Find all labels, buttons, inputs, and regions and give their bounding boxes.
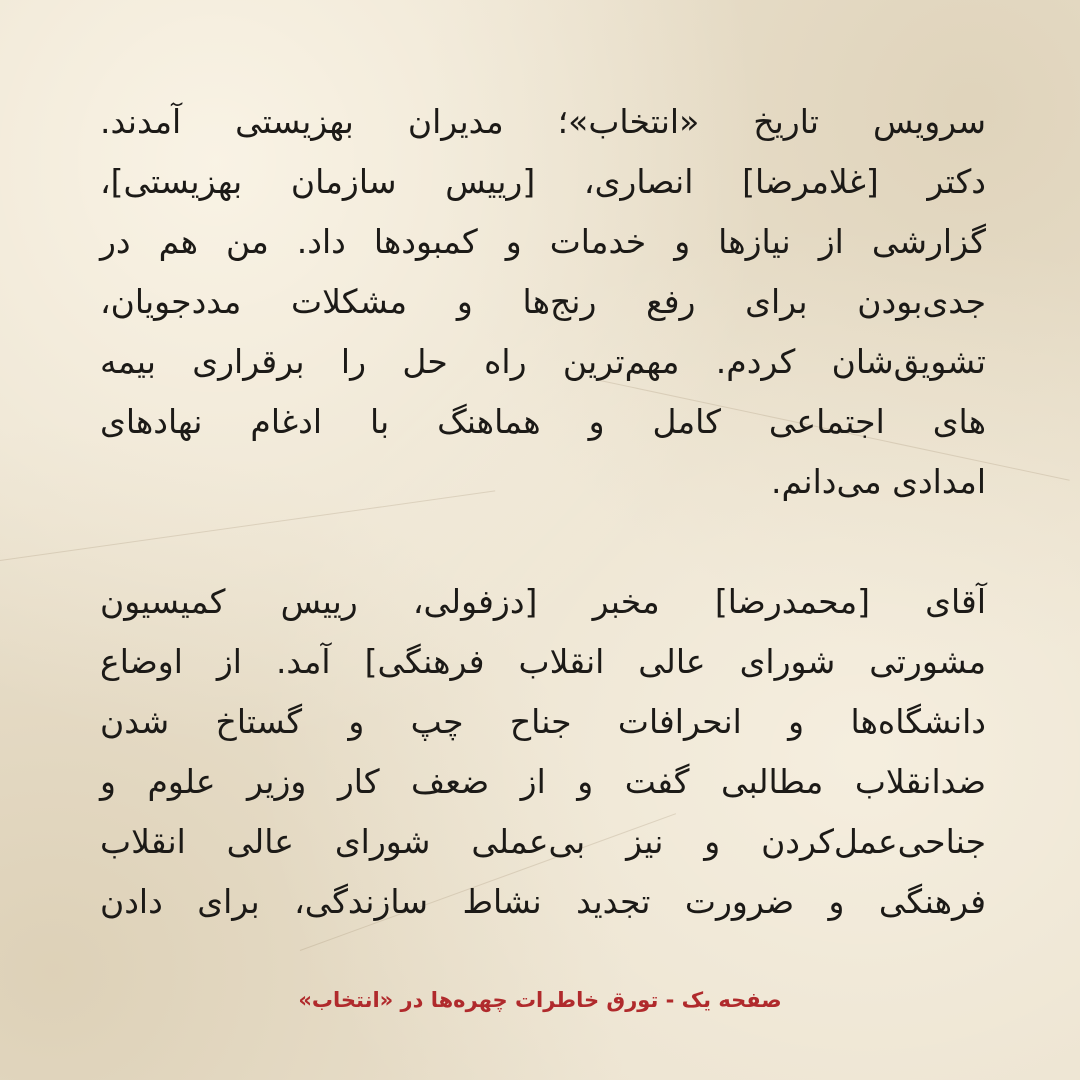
text-line: آقای [محمدرضا] مخبر [دزفولی، رییس کمیسیون: [100, 582, 986, 621]
text-line: جناحی‌عمل‌کردن و نیز بی‌عملی شورای عالی انقلاب: [100, 822, 986, 861]
text-line: جدی‌بودن برای رفع رنج‌ها و مشکلات مددجویان،: [100, 282, 986, 321]
text-line: تشویق‌شان کردم. مهم‌ترین راه حل را برقراری بیمه: [100, 342, 986, 381]
text-line: ضدانقلاب مطالبی گفت و از ضعف کار وزیر علوم و: [100, 762, 986, 801]
paragraph-2: [100, 572, 986, 932]
text-line: دانشگاه‌ها و انحرافات جناح چپ و گستاخ شدن: [100, 702, 986, 741]
text-line: دکتر [غلامرضا] انصاری، [رییس سازمان بهزیستی]،: [100, 162, 986, 201]
paragraph-gap: [100, 512, 986, 572]
text-line: امدادی می‌دانم.: [770, 462, 986, 501]
text-line: سرویس تاریخ «انتخاب»؛ مدیران بهزیستی آمدند.: [100, 102, 986, 141]
text-line: های اجتماعی کامل و هماهنگ با ادغام نهادهای: [100, 402, 986, 441]
text-line: مشورتی شورای عالی انقلاب فرهنگی] آمد. از اوضاع: [100, 642, 986, 681]
text-line: فرهنگی و ضرورت تجدید نشاط سازندگی، برای دادن: [100, 882, 986, 921]
memoir-text: [100, 92, 986, 932]
paragraph-1: [100, 92, 986, 512]
text-line: گزارشی از نیازها و خدمات و کمبودها داد. من هم در: [100, 222, 986, 261]
page-footer-caption: صفحه یک - تورق خاطرات چهره‌ها در «انتخاب»: [298, 988, 782, 1012]
